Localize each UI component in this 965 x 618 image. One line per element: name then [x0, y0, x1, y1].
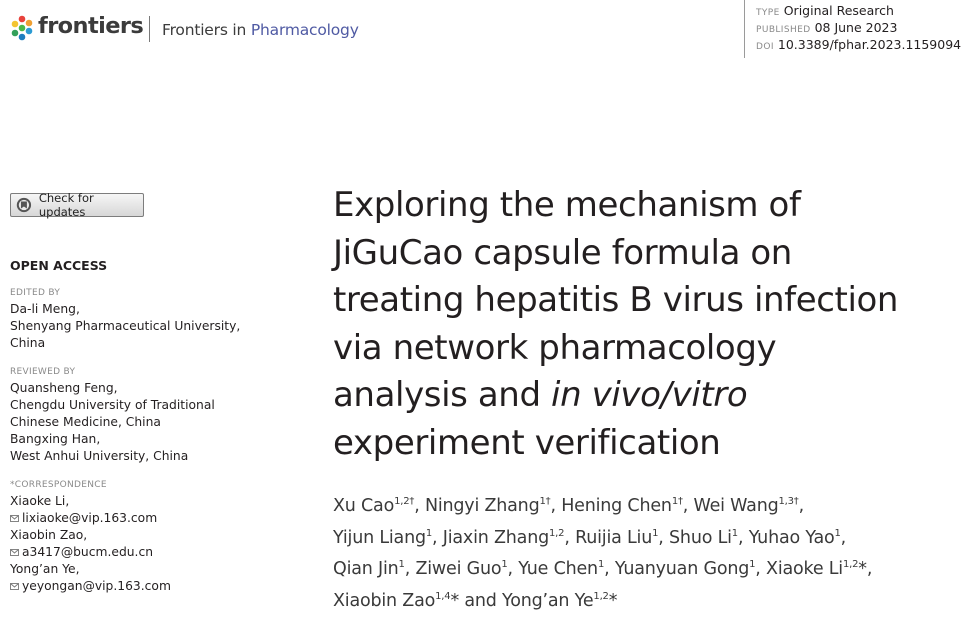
author-name[interactable]: Xiaoke Li: [766, 559, 843, 579]
meta-doi[interactable]: [756, 37, 961, 52]
author-separator: ,: [550, 496, 561, 516]
author-line: [333, 555, 958, 587]
author-separator: ,: [683, 496, 694, 516]
correspondence-name-1: Xiaobin Zao,: [10, 527, 87, 544]
meta-published-label: PUBLISHED: [756, 25, 811, 35]
author-separator: * and: [450, 591, 502, 611]
correspondence-name-2: Yong’an Ye,: [10, 561, 80, 578]
correspondence-email-2[interactable]: yeyongan@vip.163.com: [22, 578, 171, 595]
author-name[interactable]: Xiaobin Zao: [333, 591, 435, 611]
author-separator: ,: [432, 528, 443, 548]
journal-accent: Pharmacology: [251, 21, 359, 39]
reviewed-by-label: REVIEWED BY: [10, 367, 75, 377]
author-name[interactable]: Wei Wang: [694, 496, 779, 516]
author-separator: ,: [738, 528, 749, 548]
author-name[interactable]: Hening Chen: [561, 496, 672, 516]
author-affiliation: 1,3†: [779, 496, 799, 507]
author-separator: ,: [405, 559, 416, 579]
author-separator: ,: [508, 559, 519, 579]
correspondence-label: *CORRESPONDENCE: [10, 480, 107, 490]
meta-divider: [744, 0, 745, 58]
author-line: [333, 492, 958, 524]
author-name[interactable]: Yong’an Ye: [502, 591, 593, 611]
edited-by-1: Shenyang Pharmaceutical University,: [10, 318, 240, 335]
author-affiliation: 1†: [672, 496, 683, 507]
author-affiliation: 1,2: [593, 591, 608, 602]
title-line-5-pre: analysis and: [333, 375, 551, 415]
title-line: Exploring the mechanism of: [333, 185, 801, 225]
author-affiliation: 1: [652, 528, 658, 539]
edited-by-label: EDITED BY: [10, 288, 60, 298]
check-for-updates-label: Check for updates: [39, 191, 143, 219]
author-name[interactable]: Yijun Liang: [333, 528, 426, 548]
envelope-icon: [10, 583, 19, 590]
frontiers-logo-icon: [10, 15, 34, 43]
correspondence-email-0[interactable]: lixiaoke@vip.163.com: [22, 510, 157, 527]
reviewed-by-1: Chengdu University of Traditional: [10, 397, 215, 414]
author-affiliation: 1†: [539, 496, 550, 507]
author-name[interactable]: Jiaxin Zhang: [443, 528, 549, 548]
author-affiliation: 1,4: [435, 591, 450, 602]
author-separator: ,: [604, 559, 615, 579]
meta-doi-value[interactable]: 10.3389/fphar.2023.1159094: [778, 37, 961, 52]
author-affiliation: 1,2†: [394, 496, 414, 507]
title-line: experiment verification: [333, 423, 720, 463]
author-affiliation: 1: [598, 559, 604, 570]
article-title: [333, 182, 963, 467]
envelope-icon: [10, 549, 19, 556]
meta-doi-label: DOI: [756, 42, 774, 52]
envelope-icon: [10, 515, 19, 522]
correspondence-email-1[interactable]: a3417@bucm.edu.cn: [22, 544, 153, 561]
author-affiliation: 1: [426, 528, 432, 539]
author-separator: ,: [755, 559, 766, 579]
open-access-heading: OPEN ACCESS: [10, 258, 107, 273]
author-separator: ,: [841, 528, 846, 548]
reviewed-by-2: Chinese Medicine, China: [10, 414, 161, 431]
correspondence-email-row-1[interactable]: [10, 544, 153, 561]
title-line-5-italic: in vivo/vitro: [551, 375, 747, 415]
author-separator: ,: [414, 496, 425, 516]
title-line: JiGuCao capsule formula on: [333, 233, 792, 273]
author-name[interactable]: Ziwei Guo: [415, 559, 501, 579]
crossmark-icon: [16, 197, 32, 213]
author-name[interactable]: Xu Cao: [333, 496, 394, 516]
frontiers-logo-text[interactable]: frontiers: [38, 13, 143, 39]
author-affiliation: 1,2: [843, 559, 858, 570]
check-for-updates-button[interactable]: [10, 193, 144, 217]
author-separator: ,: [658, 528, 669, 548]
reviewed-by-0: Quansheng Feng,: [10, 380, 118, 397]
author-name[interactable]: Yuhao Yao: [749, 528, 835, 548]
correspondence-email-row-2[interactable]: [10, 578, 171, 595]
meta-type-label: TYPE: [756, 8, 780, 18]
author-separator: *: [609, 591, 618, 611]
author-name[interactable]: Ruijia Liu: [575, 528, 652, 548]
meta-published-value: 08 June 2023: [815, 20, 898, 35]
author-name[interactable]: Shuo Li: [669, 528, 732, 548]
author-affiliation: 1: [501, 559, 507, 570]
author-name[interactable]: Yuanyuan Gong: [615, 559, 749, 579]
edited-by-0: Da-li Meng,: [10, 301, 80, 318]
correspondence-email-row-0[interactable]: [10, 510, 157, 527]
title-line: treating hepatitis B virus infection: [333, 280, 898, 320]
author-line: [333, 587, 958, 618]
author-affiliation: 1: [732, 528, 738, 539]
author-separator: ,: [799, 496, 804, 516]
author-separator: ,: [564, 528, 575, 548]
author-affiliation: 1: [834, 528, 840, 539]
author-name[interactable]: Yue Chen: [518, 559, 598, 579]
header-divider: [149, 16, 150, 42]
reviewed-by-3: Bangxing Han,: [10, 431, 100, 448]
edited-by-2: China: [10, 335, 45, 352]
reviewed-by-4: West Anhui University, China: [10, 448, 188, 465]
meta-type: [756, 3, 894, 18]
author-affiliation: 1,2: [549, 528, 564, 539]
author-name[interactable]: Qian Jin: [333, 559, 399, 579]
title-line: via network pharmacology: [333, 328, 776, 368]
author-affiliation: 1: [399, 559, 405, 570]
journal-name[interactable]: [162, 21, 359, 39]
meta-type-value: Original Research: [784, 3, 894, 18]
meta-published: [756, 20, 897, 35]
author-list: [333, 492, 958, 618]
author-affiliation: 1: [749, 559, 755, 570]
correspondence-name-0: Xiaoke Li,: [10, 493, 69, 510]
author-separator: *,: [858, 559, 872, 579]
author-line: [333, 524, 958, 556]
author-name[interactable]: Ningyi Zhang: [425, 496, 540, 516]
journal-prefix: Frontiers in: [162, 21, 246, 39]
